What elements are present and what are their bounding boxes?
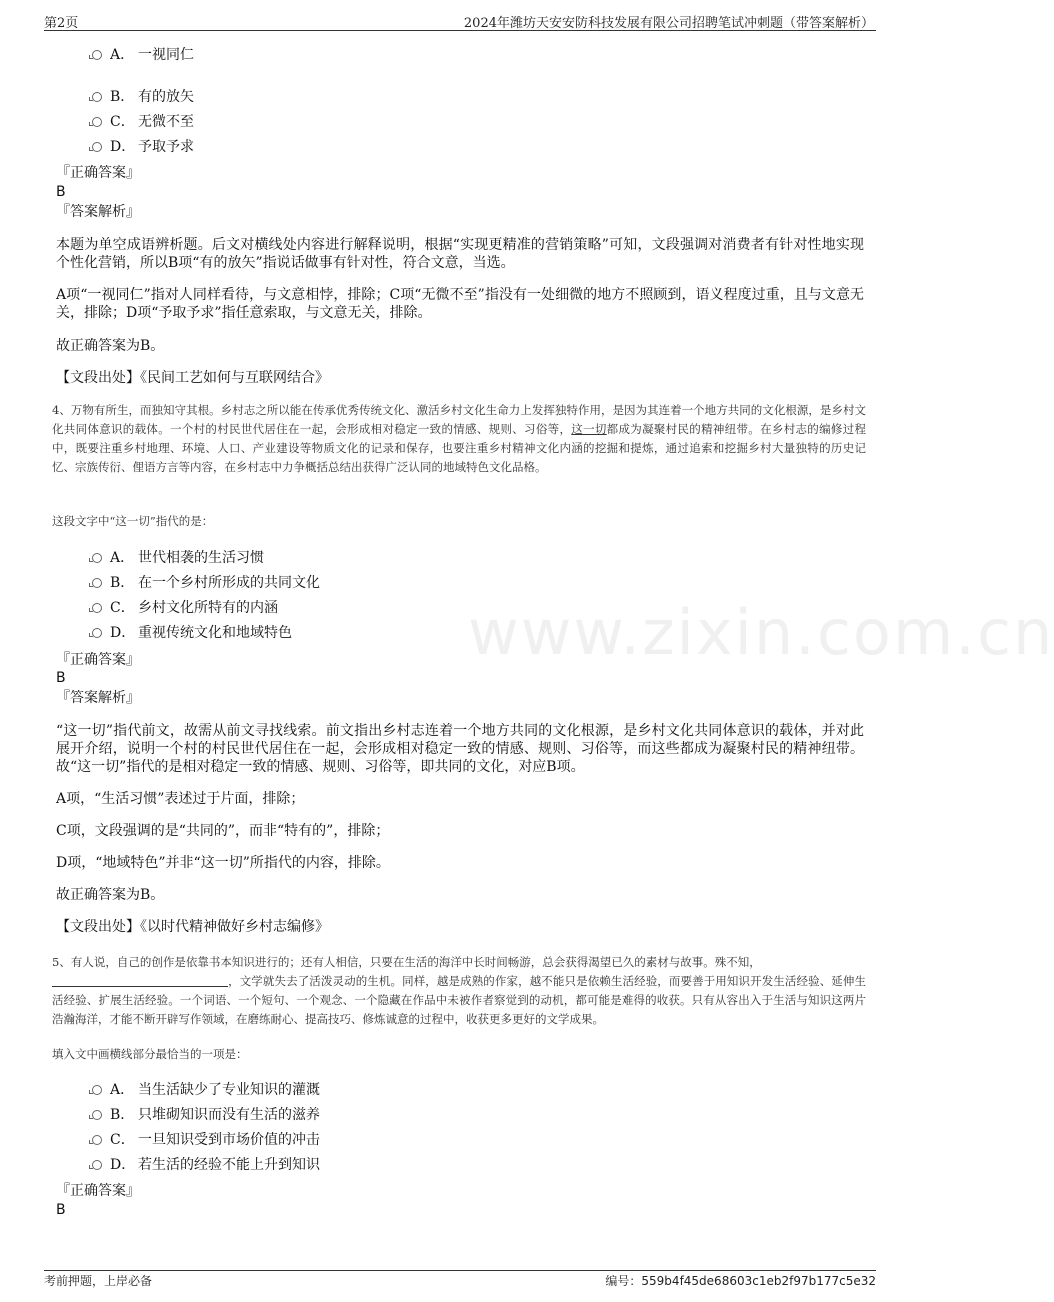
- radio-icon: [92, 1160, 102, 1170]
- q5-stem: 5、有人说，自己的创作是依靠书本知识进行的；还有人相信，只要在生活的海洋中长时间畅游，总会获得渴望已久的素材与故事。殊不知， ，文学就失去了活泼灵动的生机。同样，越是成熟的作家，越不能只是依赖生活经验，而要善于用知识开发生活经验、延伸生活经验、扩展生活经验。一个词语、一个短句、一个观念、一个隐藏在作品中未被作者察觉到的动机，都可能是难得的收获。只有从容出入于生活与知识这两片浩瀚海洋，才能不断开辟写作领域，在磨练耐心、提高技巧、修炼诚意的过程中，收获更多更好的文学成果。: [52, 955, 866, 1026]
- q3-correct-label: 『正确答案』: [56, 165, 140, 181]
- document-title: 2024年潍坊天安安防科技发展有限公司招聘笔试冲刺题（带答案解析）: [463, 16, 874, 31]
- q3-option-d[interactable]: D． 予取予求: [92, 138, 194, 156]
- q3-analysis-label: 『答案解析』: [56, 204, 140, 220]
- header-divider: [44, 30, 876, 31]
- q3-answer: B: [56, 184, 66, 200]
- watermark: www.zixin.com.cn: [468, 596, 1054, 669]
- radio-icon: [92, 578, 102, 588]
- q3-option-a[interactable]: A． 一视同仁: [92, 46, 194, 64]
- q4-analysis-paragraph: “这一切”指代前文，故需从前文寻找线索。前文指出乡村志连着一个地方共同的文化根源，是乡村文化共同体意识的载体，并对此展开介绍，说明一个村的村民世代居住在一起，会形成相对稳定一致的情感、规则、习俗等，而这些都成为凝聚村民的精神纽带。故“这一切”指代的是相对稳定一致的情感、规则、习俗等，即共同的文化，对应B项。: [56, 723, 864, 775]
- q4-correct-label: 『正确答案』: [56, 652, 140, 668]
- radio-icon: [92, 117, 102, 127]
- q5-option-b[interactable]: B． 只堆砌知识而没有生活的滋养: [92, 1106, 320, 1124]
- q4-option-b[interactable]: B． 在一个乡村所形成的共同文化: [92, 574, 320, 592]
- radio-icon: [92, 1110, 102, 1120]
- radio-icon: [92, 603, 102, 613]
- q3-option-b[interactable]: B． 有的放矢: [92, 88, 194, 106]
- q3-option-c[interactable]: C． 无微不至: [92, 113, 194, 131]
- radio-icon: [92, 92, 102, 102]
- underlined-phrase: 这一切: [571, 422, 607, 436]
- radio-icon: [92, 628, 102, 638]
- footer-divider: [44, 1270, 876, 1271]
- q5-correct-label: 『正确答案』: [56, 1183, 140, 1199]
- q4-prompt: 这段文字中“这一切”指代的是：: [52, 514, 214, 528]
- q4-analysis-paragraph: C项，文段强调的是“共同的”，而非“特有的”，排除；: [56, 823, 390, 839]
- radio-icon: [92, 1085, 102, 1095]
- q5-option-c[interactable]: C． 一旦知识受到市场价值的冲击: [92, 1131, 320, 1149]
- radio-icon: [92, 142, 102, 152]
- radio-icon: [92, 50, 102, 60]
- q4-stem: 4、万物有所生，而独知守其根。乡村志之所以能在传承优秀传统文化、激活乡村文化生命力上发挥独特作用，是因为其连着一个地方共同的文化根源，是乡村文化共同体意识的载体。一个村的村民世代居住在一起，会形成相对稳定一致的情感、规则、习俗等，这一切都成为凝聚村民的精神纽带。在乡村志的编修过程中，既要注重乡村地理、环境、人口、产业建设等物质文化的记录和保存，也要注重乡村精神文化内涵的挖掘和提炼，通过追索和挖掘乡村大量独特的历史记忆、宗族传衍、俚语方言等内容，在乡村志中力争概括总结出获得广泛认同的地域特色文化品格。: [52, 403, 867, 474]
- radio-icon: [92, 1135, 102, 1145]
- page-number: 第2页: [44, 16, 79, 31]
- q3-analysis-paragraph: 本题为单空成语辨析题。后文对横线处内容进行解释说明，根据“实现更精准的营销策略”可知，文段强调对消费者有针对性地实现个性化营销，所以B项“有的放矢”指说话做事有针对性，符合文意，当选。: [56, 237, 864, 271]
- footer-slogan: 考前押题，上岸必备: [44, 1274, 153, 1288]
- q4-conclusion: 故正确答案为B。: [56, 887, 165, 903]
- q3-source: 【文段出处】《民间工艺如何与互联网结合》: [56, 370, 329, 386]
- q4-analysis-label: 『答案解析』: [56, 690, 140, 706]
- document-id: 编号：559b4f45de68603c1eb2f97b177c5e32: [605, 1274, 876, 1288]
- q4-option-a[interactable]: A． 世代相袭的生活习惯: [92, 549, 264, 567]
- q4-analysis-paragraph: D项，“地域特色”并非“这一切”所指代的内容，排除。: [56, 855, 390, 871]
- q3-conclusion: 故正确答案为B。: [56, 338, 165, 354]
- fill-blank: [52, 974, 228, 987]
- q4-answer: B: [56, 670, 66, 686]
- q4-analysis-paragraph: A项，“生活习惯”表述过于片面，排除；: [56, 791, 305, 807]
- q5-answer: B: [56, 1202, 66, 1218]
- radio-icon: [92, 553, 102, 563]
- q4-option-c[interactable]: C． 乡村文化所特有的内涵: [92, 599, 278, 617]
- q5-prompt: 填入文中画横线部分最恰当的一项是：: [52, 1047, 248, 1061]
- q4-option-d[interactable]: D． 重视传统文化和地域特色: [92, 624, 292, 642]
- q4-source: 【文段出处】《以时代精神做好乡村志编修》: [56, 919, 329, 935]
- q5-option-a[interactable]: A． 当生活缺少了专业知识的灌溉: [92, 1081, 320, 1099]
- q3-analysis-paragraph: A项“一视同仁”指对人同样看待，与文意相悖，排除；C项“无微不至”指没有一处细微的地方不照顾到，语义程度过重，且与文意无关，排除；D项“予取予求”指任意索取，与文意无关，排除。: [56, 287, 864, 321]
- q5-option-d[interactable]: D． 若生活的经验不能上升到知识: [92, 1156, 320, 1174]
